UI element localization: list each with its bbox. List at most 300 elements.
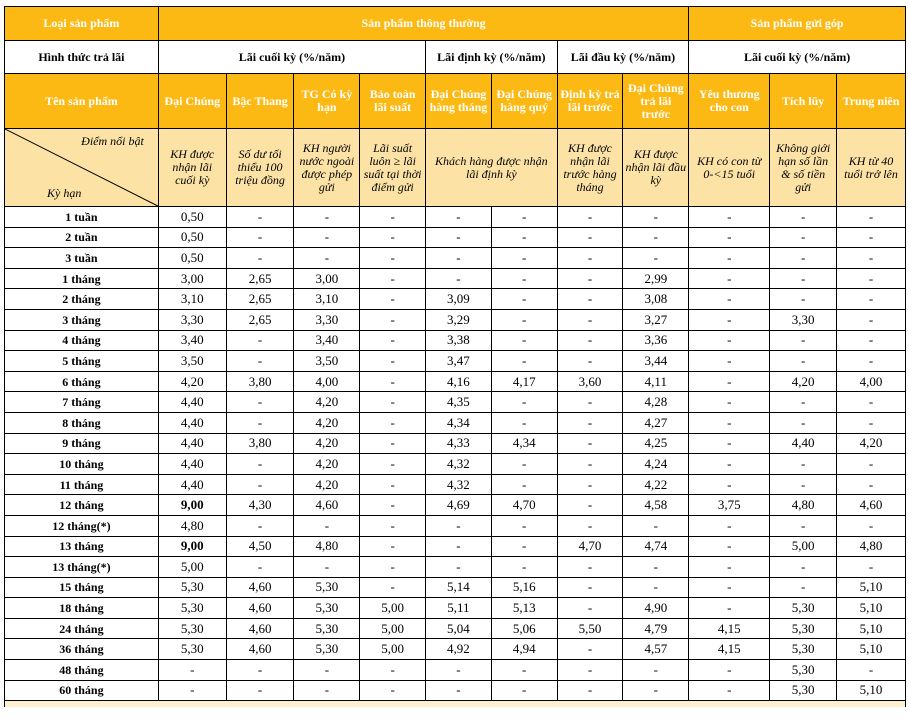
- rate-cell: -: [837, 248, 906, 269]
- rate-cell: -: [557, 289, 623, 310]
- rate-cell: 3,60: [557, 371, 623, 392]
- rate-cell: 5,11: [426, 598, 492, 619]
- rate-cell: -: [491, 557, 557, 578]
- rate-cell: 5,30: [158, 577, 226, 598]
- rate-cell: 4,70: [557, 536, 623, 557]
- product-name: TG Có kỳ hạn: [294, 74, 360, 129]
- rate-cell: 5,30: [770, 660, 837, 681]
- table-row: [5, 557, 906, 578]
- product-note: KH có con từ 0-<15 tuổi: [689, 129, 770, 207]
- rate-cell: 5,10: [837, 618, 906, 639]
- rate-cell: -: [623, 515, 689, 536]
- table-row: [5, 474, 906, 495]
- rate-cell: 9,00: [158, 536, 226, 557]
- table-row: [5, 412, 906, 433]
- rate-cell: 4,40: [158, 474, 226, 495]
- rate-cell: 4,60: [226, 639, 294, 660]
- rate-cell: 3,80: [226, 433, 294, 454]
- group-savings-header: Sản phẩm gửi góp: [689, 7, 906, 41]
- rate-cell: -: [360, 227, 426, 248]
- rate-cell: -: [226, 227, 294, 248]
- rate-cell: -: [689, 309, 770, 330]
- rate-cell: -: [770, 268, 837, 289]
- rate-cell: 4,60: [837, 495, 906, 516]
- product-name: Định kỳ trả lãi trước: [557, 74, 623, 129]
- rate-cell: -: [689, 412, 770, 433]
- rate-cell: -: [837, 474, 906, 495]
- rate-cell: -: [491, 248, 557, 269]
- rate-cell: -: [491, 227, 557, 248]
- rate-cell: -: [360, 330, 426, 351]
- term-cell: 3 tháng: [5, 309, 159, 330]
- term-cell: 5 tháng: [5, 351, 159, 372]
- rate-cell: -: [294, 557, 360, 578]
- rate-cell: -: [689, 330, 770, 351]
- rate-cell: -: [226, 454, 294, 475]
- table-row: [5, 660, 906, 681]
- rate-cell: -: [360, 207, 426, 228]
- rate-cell: -: [360, 495, 426, 516]
- rate-cell: -: [689, 577, 770, 598]
- rate-cell: 5,30: [770, 680, 837, 701]
- rate-cell: 4,79: [623, 618, 689, 639]
- rate-cell: -: [557, 639, 623, 660]
- rate-cell: 3,44: [623, 351, 689, 372]
- rate-cell: -: [491, 309, 557, 330]
- rate-cell: -: [837, 268, 906, 289]
- rate-cell: -: [360, 392, 426, 413]
- rate-cell: -: [837, 207, 906, 228]
- rate-cell: -: [294, 515, 360, 536]
- highlight-label: Điểm nổi bật: [81, 134, 144, 148]
- rate-cell: -: [491, 207, 557, 228]
- rate-cell: 4,32: [426, 474, 492, 495]
- pay-begin-header: Lãi đầu kỳ (%/năm): [557, 41, 689, 74]
- rate-cell: -: [226, 515, 294, 536]
- rate-cell: 3,30: [158, 309, 226, 330]
- table-row: [5, 330, 906, 351]
- table-footer-strip: [5, 701, 906, 708]
- term-cell: 3 tuần: [5, 248, 159, 269]
- interest-rate-table: [4, 6, 906, 707]
- rate-cell: -: [557, 515, 623, 536]
- rate-cell: -: [557, 268, 623, 289]
- rate-cell: -: [360, 557, 426, 578]
- rate-cell: -: [226, 660, 294, 681]
- rate-cell: 4,70: [491, 495, 557, 516]
- rate-cell: -: [360, 577, 426, 598]
- rate-cell: 3,80: [226, 371, 294, 392]
- rate-cell: 4,60: [226, 577, 294, 598]
- term-cell: 1 tháng: [5, 268, 159, 289]
- rate-cell: -: [226, 207, 294, 228]
- table-row: [5, 227, 906, 248]
- term-cell: 10 tháng: [5, 454, 159, 475]
- table-row: [5, 268, 906, 289]
- table-row: [5, 577, 906, 598]
- term-cell: 36 tháng: [5, 639, 159, 660]
- rate-cell: -: [491, 392, 557, 413]
- rate-cell: -: [770, 330, 837, 351]
- term-cell: 9 tháng: [5, 433, 159, 454]
- rate-cell: -: [623, 660, 689, 681]
- term-cell: 2 tuần: [5, 227, 159, 248]
- rate-cell: -: [491, 351, 557, 372]
- rate-cell: 4,20: [294, 412, 360, 433]
- rate-cell: 4,17: [491, 371, 557, 392]
- rate-cell: 4,32: [426, 454, 492, 475]
- rate-cell: 2,99: [623, 268, 689, 289]
- rate-cell: 5,16: [491, 577, 557, 598]
- rate-cell: -: [360, 371, 426, 392]
- rate-cell: 3,50: [294, 351, 360, 372]
- product-name: Đại Chúng hàng tháng: [426, 74, 492, 129]
- rate-cell: 4,69: [426, 495, 492, 516]
- rate-cell: -: [689, 371, 770, 392]
- rate-cell: -: [557, 598, 623, 619]
- rate-cell: 4,94: [491, 639, 557, 660]
- rate-cell: 5,30: [158, 598, 226, 619]
- product-type-label: Loại sản phẩm: [5, 7, 159, 41]
- rate-cell: -: [557, 351, 623, 372]
- rate-cell: -: [360, 536, 426, 557]
- rate-cell: -: [426, 268, 492, 289]
- rate-cell: -: [294, 660, 360, 681]
- term-cell: 12 tháng: [5, 495, 159, 516]
- table-row: [5, 248, 906, 269]
- rate-cell: -: [770, 248, 837, 269]
- rate-cell: -: [491, 515, 557, 536]
- rate-cell: -: [770, 351, 837, 372]
- table-row: [5, 371, 906, 392]
- rate-cell: -: [689, 433, 770, 454]
- rate-cell: 4,11: [623, 371, 689, 392]
- rate-cell: -: [623, 680, 689, 701]
- term-cell: 60 tháng: [5, 680, 159, 701]
- payment-method-label: Hình thức trả lãi: [5, 41, 159, 74]
- rate-cell: -: [689, 268, 770, 289]
- rate-cell: 5,10: [837, 598, 906, 619]
- rate-cell: 5,00: [360, 618, 426, 639]
- rate-cell: 3,47: [426, 351, 492, 372]
- rate-cell: -: [557, 557, 623, 578]
- rate-cell: -: [557, 680, 623, 701]
- rate-cell: 5,10: [837, 639, 906, 660]
- rate-cell: -: [557, 474, 623, 495]
- rate-cell: -: [557, 330, 623, 351]
- rate-cell: -: [226, 351, 294, 372]
- rate-cell: 5,00: [360, 639, 426, 660]
- rate-cell: 4,92: [426, 639, 492, 660]
- rate-cell: -: [557, 495, 623, 516]
- term-cell: 24 tháng: [5, 618, 159, 639]
- rate-cell: 5,30: [770, 598, 837, 619]
- product-note: KH từ 40 tuổi trở lên: [837, 129, 906, 207]
- rate-cell: 5,30: [158, 618, 226, 639]
- rate-cell: 4,00: [837, 371, 906, 392]
- rate-cell: -: [689, 557, 770, 578]
- rate-cell: -: [360, 474, 426, 495]
- rate-cell: -: [837, 515, 906, 536]
- rate-cell: -: [689, 392, 770, 413]
- rate-cell: -: [689, 660, 770, 681]
- table-row: [5, 515, 906, 536]
- term-cell: 7 tháng: [5, 392, 159, 413]
- rate-cell: 4,57: [623, 639, 689, 660]
- rate-cell: 4,33: [426, 433, 492, 454]
- rate-cell: -: [689, 680, 770, 701]
- table-row: [5, 392, 906, 413]
- rate-cell: 5,10: [837, 680, 906, 701]
- table-row: [5, 309, 906, 330]
- rate-cell: -: [491, 412, 557, 433]
- product-name: Bảo toàn lãi suất: [360, 74, 426, 129]
- rate-cell: 5,30: [158, 639, 226, 660]
- table-row: [5, 454, 906, 475]
- rate-cell: -: [557, 660, 623, 681]
- rate-cell: -: [491, 454, 557, 475]
- rate-cell: -: [491, 268, 557, 289]
- rate-cell: -: [294, 227, 360, 248]
- rate-cell: -: [557, 392, 623, 413]
- highlight-term-corner: [5, 129, 159, 207]
- rate-cell: 4,00: [294, 371, 360, 392]
- rate-cell: 5,13: [491, 598, 557, 619]
- rate-cell: -: [837, 351, 906, 372]
- rate-cell: -: [360, 412, 426, 433]
- rate-cell: -: [360, 248, 426, 269]
- rate-cell: 4,60: [226, 598, 294, 619]
- rate-cell: -: [770, 557, 837, 578]
- rate-cell: 5,30: [294, 618, 360, 639]
- rate-cell: -: [623, 207, 689, 228]
- product-note: KH được nhận lãi cuối kỳ: [158, 129, 226, 207]
- rate-cell: 5,30: [294, 577, 360, 598]
- rate-cell: -: [426, 660, 492, 681]
- rate-cell: 4,20: [294, 474, 360, 495]
- rate-cell: -: [770, 392, 837, 413]
- rate-cell: 4,20: [158, 371, 226, 392]
- product-note: KH người nước ngoài được phép gửi: [294, 129, 360, 207]
- rate-cell: -: [689, 289, 770, 310]
- rate-cell: -: [689, 248, 770, 269]
- rate-cell: -: [770, 454, 837, 475]
- rate-cell: 4,20: [837, 433, 906, 454]
- rate-cell: 5,30: [770, 639, 837, 660]
- rate-cell: 4,30: [226, 495, 294, 516]
- rate-cell: -: [689, 598, 770, 619]
- rate-cell: 4,16: [426, 371, 492, 392]
- product-name: Đại Chúng: [158, 74, 226, 129]
- rate-cell: 4,20: [294, 433, 360, 454]
- term-cell: 12 tháng(*): [5, 515, 159, 536]
- term-cell: 8 tháng: [5, 412, 159, 433]
- rate-cell: -: [360, 660, 426, 681]
- rate-cell: -: [426, 248, 492, 269]
- rate-cell: -: [294, 207, 360, 228]
- rate-cell: 4,50: [226, 536, 294, 557]
- term-cell: 18 tháng: [5, 598, 159, 619]
- rate-cell: -: [837, 557, 906, 578]
- term-cell: 2 tháng: [5, 289, 159, 310]
- rate-cell: 3,40: [294, 330, 360, 351]
- rate-cell: -: [226, 248, 294, 269]
- rate-cell: -: [837, 660, 906, 681]
- rate-cell: -: [360, 680, 426, 701]
- rate-cell: 0,50: [158, 248, 226, 269]
- rate-cell: -: [426, 207, 492, 228]
- rate-cell: 4,20: [294, 454, 360, 475]
- rate-cell: -: [623, 557, 689, 578]
- rate-cell: -: [770, 207, 837, 228]
- rate-cell: 4,20: [770, 371, 837, 392]
- group-normal-header: Sản phẩm thông thường: [158, 7, 688, 41]
- rate-cell: 5,06: [491, 618, 557, 639]
- rate-cell: 4,34: [491, 433, 557, 454]
- term-cell: 15 tháng: [5, 577, 159, 598]
- term-cell: 48 tháng: [5, 660, 159, 681]
- product-name-label: Tên sản phẩm: [5, 74, 159, 129]
- rate-cell: 4,15: [689, 618, 770, 639]
- rate-cell: -: [294, 680, 360, 701]
- rate-cell: -: [689, 227, 770, 248]
- rate-cell: -: [426, 536, 492, 557]
- rate-cell: -: [491, 289, 557, 310]
- table-row: [5, 351, 906, 372]
- rate-cell: 3,30: [294, 309, 360, 330]
- rate-cell: 0,50: [158, 227, 226, 248]
- rate-cell: 3,27: [623, 309, 689, 330]
- rate-cell: 4,34: [426, 412, 492, 433]
- product-name: Đại Chúng hàng quý: [491, 74, 557, 129]
- term-cell: 13 tháng(*): [5, 557, 159, 578]
- rate-cell: 9,00: [158, 495, 226, 516]
- rate-cell: -: [770, 227, 837, 248]
- rate-cell: 3,00: [294, 268, 360, 289]
- rate-cell: 4,60: [226, 618, 294, 639]
- rate-cell: -: [770, 412, 837, 433]
- rate-cell: 3,75: [689, 495, 770, 516]
- rate-cell: -: [623, 248, 689, 269]
- rate-cell: 4,40: [158, 454, 226, 475]
- rate-cell: 5,00: [158, 557, 226, 578]
- rate-cell: 3,50: [158, 351, 226, 372]
- rate-cell: -: [426, 680, 492, 701]
- rate-cell: -: [226, 680, 294, 701]
- rate-cell: -: [226, 412, 294, 433]
- rate-cell: 4,22: [623, 474, 689, 495]
- rate-cell: -: [689, 515, 770, 536]
- rate-cell: 4,74: [623, 536, 689, 557]
- rate-cell: -: [491, 474, 557, 495]
- table-row: [5, 207, 906, 228]
- rate-cell: -: [770, 577, 837, 598]
- rate-cell: 4,40: [158, 392, 226, 413]
- periodic-note: Khách hàng được nhận lãi định kỳ: [426, 129, 558, 207]
- rate-cell: -: [770, 474, 837, 495]
- rate-cell: -: [837, 454, 906, 475]
- rate-cell: -: [557, 577, 623, 598]
- rate-cell: 4,80: [837, 536, 906, 557]
- rate-cell: -: [837, 412, 906, 433]
- rate-cell: -: [360, 289, 426, 310]
- table-row: [5, 289, 906, 310]
- term-cell: 11 tháng: [5, 474, 159, 495]
- rate-cell: 3,38: [426, 330, 492, 351]
- rate-cell: 4,80: [770, 495, 837, 516]
- pay-periodic-header: Lãi định kỳ (%/năm): [426, 41, 558, 74]
- rate-cell: -: [491, 330, 557, 351]
- rate-cell: -: [360, 454, 426, 475]
- rate-cell: -: [557, 227, 623, 248]
- table-row: [5, 680, 906, 701]
- term-cell: 4 tháng: [5, 330, 159, 351]
- rate-cell: -: [158, 660, 226, 681]
- product-note: KH được nhận lãi trước hàng tháng: [557, 129, 623, 207]
- rate-cell: 3,36: [623, 330, 689, 351]
- table-row: [5, 433, 906, 454]
- rate-cell: 3,09: [426, 289, 492, 310]
- rate-cell: -: [360, 309, 426, 330]
- rate-cell: 3,10: [294, 289, 360, 310]
- rate-cell: -: [226, 392, 294, 413]
- rate-cell: 5,14: [426, 577, 492, 598]
- term-cell: 13 tháng: [5, 536, 159, 557]
- rate-cell: 4,24: [623, 454, 689, 475]
- rate-cell: 4,40: [158, 433, 226, 454]
- rate-cell: -: [623, 577, 689, 598]
- rate-cell: -: [426, 515, 492, 536]
- rate-cell: -: [837, 227, 906, 248]
- rate-cell: -: [557, 309, 623, 330]
- product-name: Trung niên: [837, 74, 906, 129]
- rate-cell: -: [360, 433, 426, 454]
- rate-cell: 5,30: [294, 598, 360, 619]
- rate-cell: 3,30: [770, 309, 837, 330]
- rate-cell: -: [226, 330, 294, 351]
- rate-cell: 4,40: [158, 412, 226, 433]
- rate-cell: 2,65: [226, 268, 294, 289]
- table-row: [5, 495, 906, 516]
- table-row: [5, 598, 906, 619]
- product-note: Số dư tối thiểu 100 triệu đồng: [226, 129, 294, 207]
- rate-cell: -: [623, 227, 689, 248]
- rate-cell: -: [294, 248, 360, 269]
- product-name: Bậc Thang: [226, 74, 294, 129]
- rate-cell: -: [360, 351, 426, 372]
- rate-cell: -: [770, 515, 837, 536]
- rate-cell: 3,40: [158, 330, 226, 351]
- pay-end-savings-header: Lãi cuối kỳ (%/năm): [689, 41, 906, 74]
- rate-cell: 4,35: [426, 392, 492, 413]
- rate-cell: -: [837, 330, 906, 351]
- table-row: [5, 536, 906, 557]
- rate-cell: -: [837, 309, 906, 330]
- rate-cell: 5,00: [360, 598, 426, 619]
- rate-cell: 4,40: [770, 433, 837, 454]
- rate-cell: -: [226, 474, 294, 495]
- rate-cell: 5,30: [294, 639, 360, 660]
- rate-cell: -: [360, 268, 426, 289]
- product-name: Yêu thương cho con: [689, 74, 770, 129]
- rate-cell: 5,50: [557, 618, 623, 639]
- term-cell: 6 tháng: [5, 371, 159, 392]
- rate-cell: 4,60: [294, 495, 360, 516]
- rate-cell: 5,30: [770, 618, 837, 639]
- rate-cell: 4,20: [294, 392, 360, 413]
- rate-cell: 5,10: [837, 577, 906, 598]
- rate-cell: -: [491, 660, 557, 681]
